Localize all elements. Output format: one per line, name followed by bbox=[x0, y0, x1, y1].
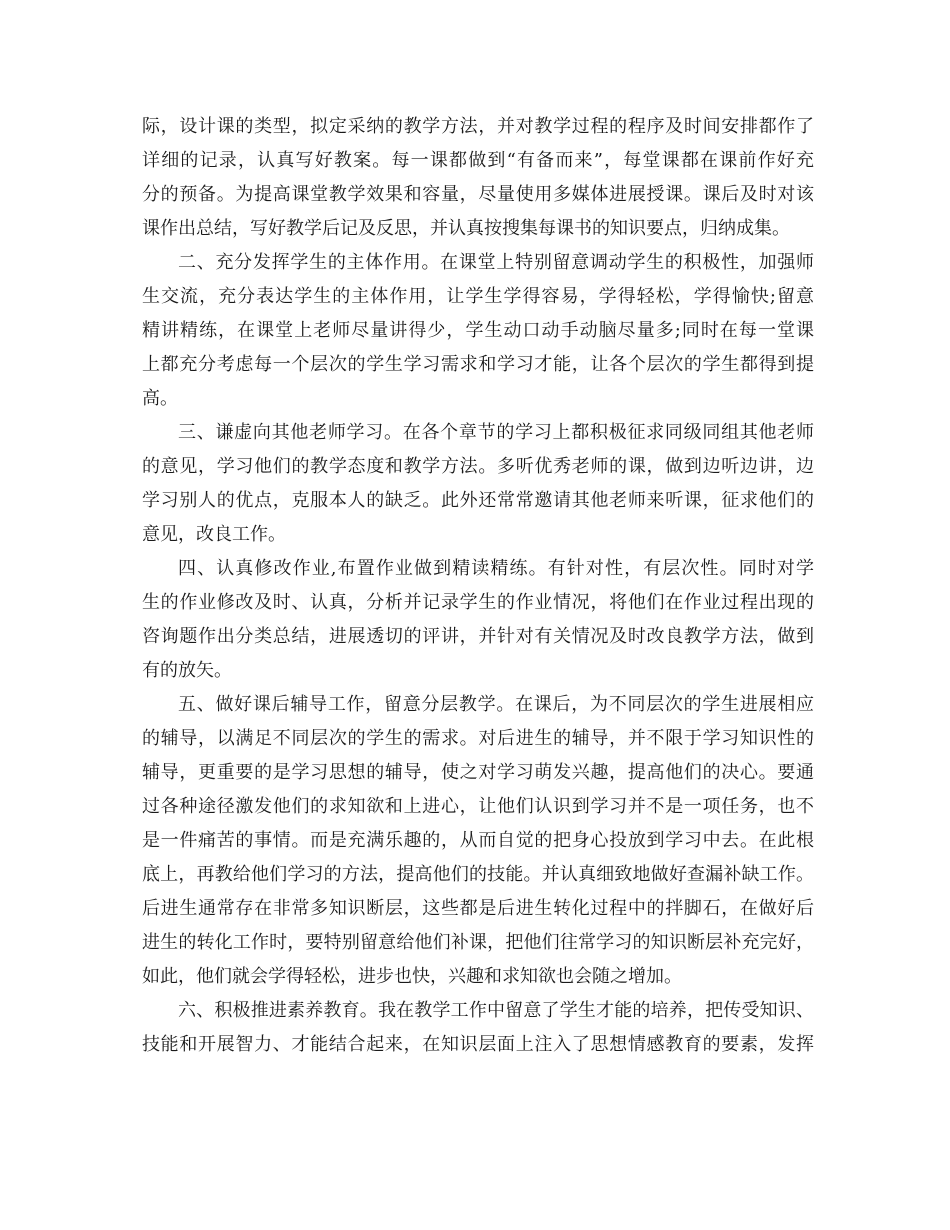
text-line: 有的放矢。 bbox=[142, 660, 232, 681]
document-body bbox=[142, 110, 814, 1062]
text-line: 辅导，更重要的是学习思想的辅导，使之对学习萌发兴趣，提高他们的决心。要通 bbox=[142, 762, 814, 783]
text-line: 详细的记录，认真写好教案。每一课都做到“有备而来”，每堂课都在课前作好充 bbox=[142, 150, 814, 171]
text-line: 咨询题作出分类总结，进展透切的评讲，并针对有关情况及时改良教学方法，做到 bbox=[142, 626, 814, 647]
text-line: 学习别人的优点，克服本人的缺乏。此外还常常邀请其他老师来听课，征求他们的 bbox=[142, 490, 814, 511]
text-line: 三、谦虚向其他老师学习。在各个章节的学习上都积极征求同级同组其他老师 bbox=[178, 422, 814, 443]
text-line: 后进生通常存在非常多知识断层，这些都是后进生转化过程中的拌脚石，在做好后 bbox=[142, 898, 814, 919]
text-line: 六、积极推进素养教育。我在教学工作中留意了学生才能的培养，把传受知识、 bbox=[178, 1000, 814, 1021]
text-line: 分的预备。为提高课堂教学效果和容量，尽量使用多媒体进展授课。课后及时对该 bbox=[142, 184, 814, 205]
text-line: 生的作业修改及时、认真，分析并记录学生的作业情况，将他们在作业过程出现的 bbox=[142, 592, 814, 613]
text-line: 进生的转化工作时，要特别留意给他们补课，把他们往常学习的知识断层补充完好， bbox=[142, 932, 814, 953]
text-line: 生交流，充分表达学生的主体作用，让学生学得容易，学得轻松，学得愉快;留意 bbox=[142, 286, 814, 307]
text-line: 四、认真修改作业,布置作业做到精读精练。有针对性，有层次性。同时对学 bbox=[178, 558, 814, 579]
text-line: 的意见，学习他们的教学态度和教学方法。多听优秀老师的课，做到边听边讲，边 bbox=[142, 456, 814, 477]
text-line: 五、做好课后辅导工作，留意分层教学。在课后，为不同层次的学生进展相应 bbox=[178, 694, 814, 715]
text-line: 课作出总结，写好教学后记及反思，并认真按搜集每课书的知识要点，归纳成集。 bbox=[142, 218, 790, 239]
text-line: 精讲精练，在课堂上老师尽量讲得少，学生动口动手动脑尽量多;同时在每一堂课 bbox=[142, 320, 814, 341]
text-line: 过各种途径激发他们的求知欲和上进心，让他们认识到学习并不是一项任务，也不 bbox=[142, 796, 814, 817]
text-line: 底上，再教给他们学习的方法，提高他们的技能。并认真细致地做好查漏补缺工作。 bbox=[142, 864, 814, 885]
text-line: 上都充分考虑每一个层次的学生学习需求和学习才能，让各个层次的学生都得到提 bbox=[142, 354, 814, 375]
text-line: 是一件痛苦的事情。而是充满乐趣的，从而自觉的把身心投放到学习中去。在此根 bbox=[142, 830, 814, 851]
text-line: 的辅导，以满足不同层次的学生的需求。对后进生的辅导，并不限于学习知识性的 bbox=[142, 728, 814, 749]
text-line: 高。 bbox=[142, 388, 178, 409]
text-line: 如此，他们就会学得轻松，进步也快，兴趣和求知欲也会随之增加。 bbox=[142, 966, 682, 987]
text-line: 二、充分发挥学生的主体作用。在课堂上特别留意调动学生的积极性，加强师 bbox=[178, 252, 814, 273]
text-line: 意见，改良工作。 bbox=[142, 524, 286, 545]
text-line: 际，设计课的类型，拟定采纳的教学方法，并对教学过程的程序及时间安排都作了 bbox=[142, 116, 814, 137]
text-line: 技能和开展智力、才能结合起来，在知识层面上注入了思想情感教育的要素，发挥 bbox=[142, 1034, 814, 1055]
